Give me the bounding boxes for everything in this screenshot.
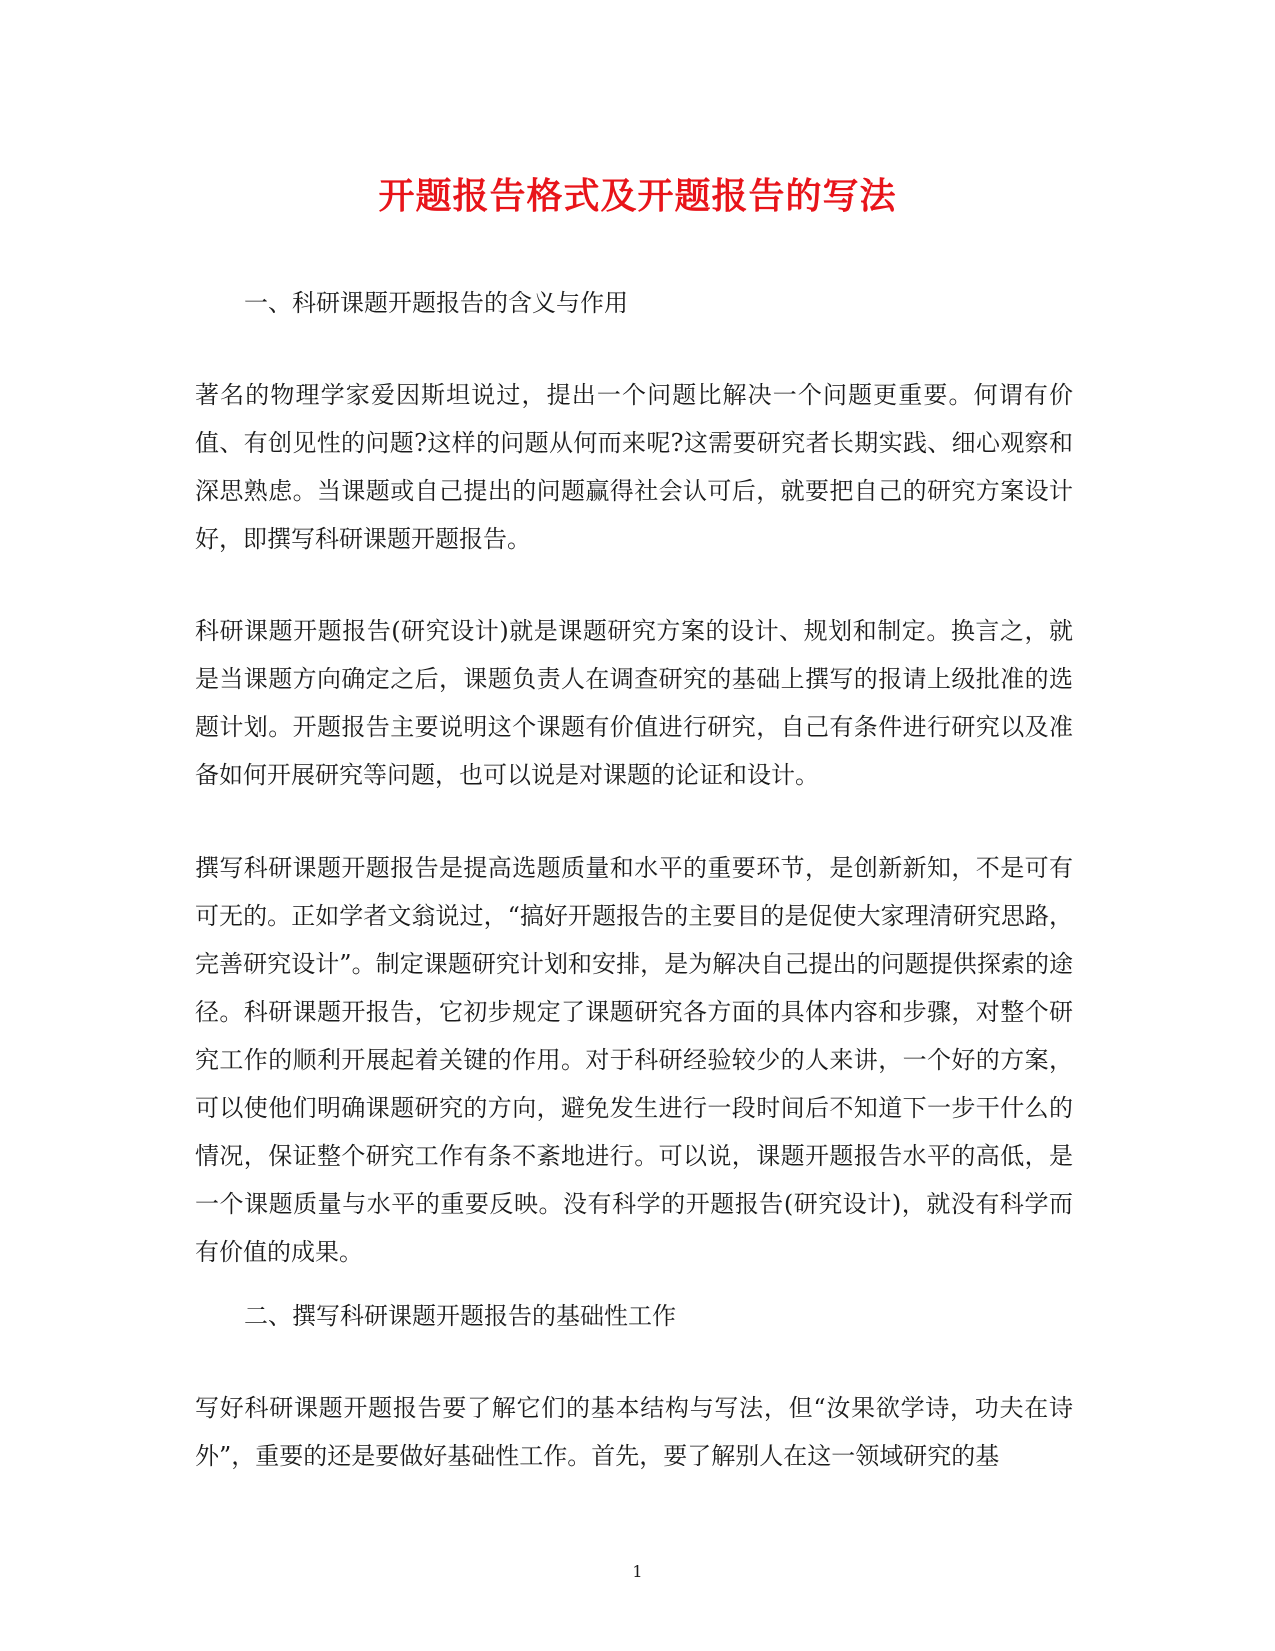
section-heading-2: 二、撰写科研课题开题报告的基础性工作	[244, 1302, 676, 1330]
paragraph-2: 科研课题开题报告(研究设计)就是课题研究方案的设计、规划和制定。换言之，就是当课题方向确定之后，课题负责人在调查研究的基础上撰写的报请上级批准的选题计划。开题报告主要说明这个课题有价值进行研究，自己有条件进行研究以及准备如何开展研究等问题，也可以说是对课题的论证和设计。	[195, 617, 1073, 789]
page-number: 1	[632, 1562, 643, 1581]
paragraph-1: 著名的物理学家爱因斯坦说过，提出一个问题比解决一个问题更重要。何谓有价值、有创见性的问题?这样的问题从何而来呢?这需要研究者长期实践、细心观察和深思熟虑。当课题或自己提出的问题赢得社会认可后，就要把自己的研究方案设计好，即撰写科研课题开题报告。	[195, 381, 1073, 553]
paragraph-3: 撰写科研课题开题报告是提高选题质量和水平的重要环节，是创新新知，不是可有可无的。正如学者文翁说过，“搞好开题报告的主要目的是促使大家理清研究思路，完善研究设计”。制定课题研究计划和安排，是为解决自己提出的问题提供探索的途径。科研课题开报告，它初步规定了课题研究各方面的具体内容和步骤，对整个研究工作的顺利开展起着关键的作用。对于科研经验较少的人来讲，一个好的方案，可以使他们明确课题研究的方向，避免发生进行一段时间后不知道下一步干什么的情况，保证整个研究工作有条不紊地进行。可以说，课题开题报告水平的高低，是一个课题质量与水平的重要反映。没有科学的开题报告(研究设计)，就没有科学而有价值的成果。	[195, 854, 1073, 1266]
document-title: 开题报告格式及开题报告的写法	[378, 175, 897, 217]
section-heading-1: 一、科研课题开题报告的含义与作用	[244, 289, 628, 317]
paragraph-4: 写好科研课题开题报告要了解它们的基本结构与写法，但“汝果欲学诗，功夫在诗外”，重要的还是要做好基础性工作。首先，要了解别人在这一领域研究的基	[195, 1394, 1073, 1470]
